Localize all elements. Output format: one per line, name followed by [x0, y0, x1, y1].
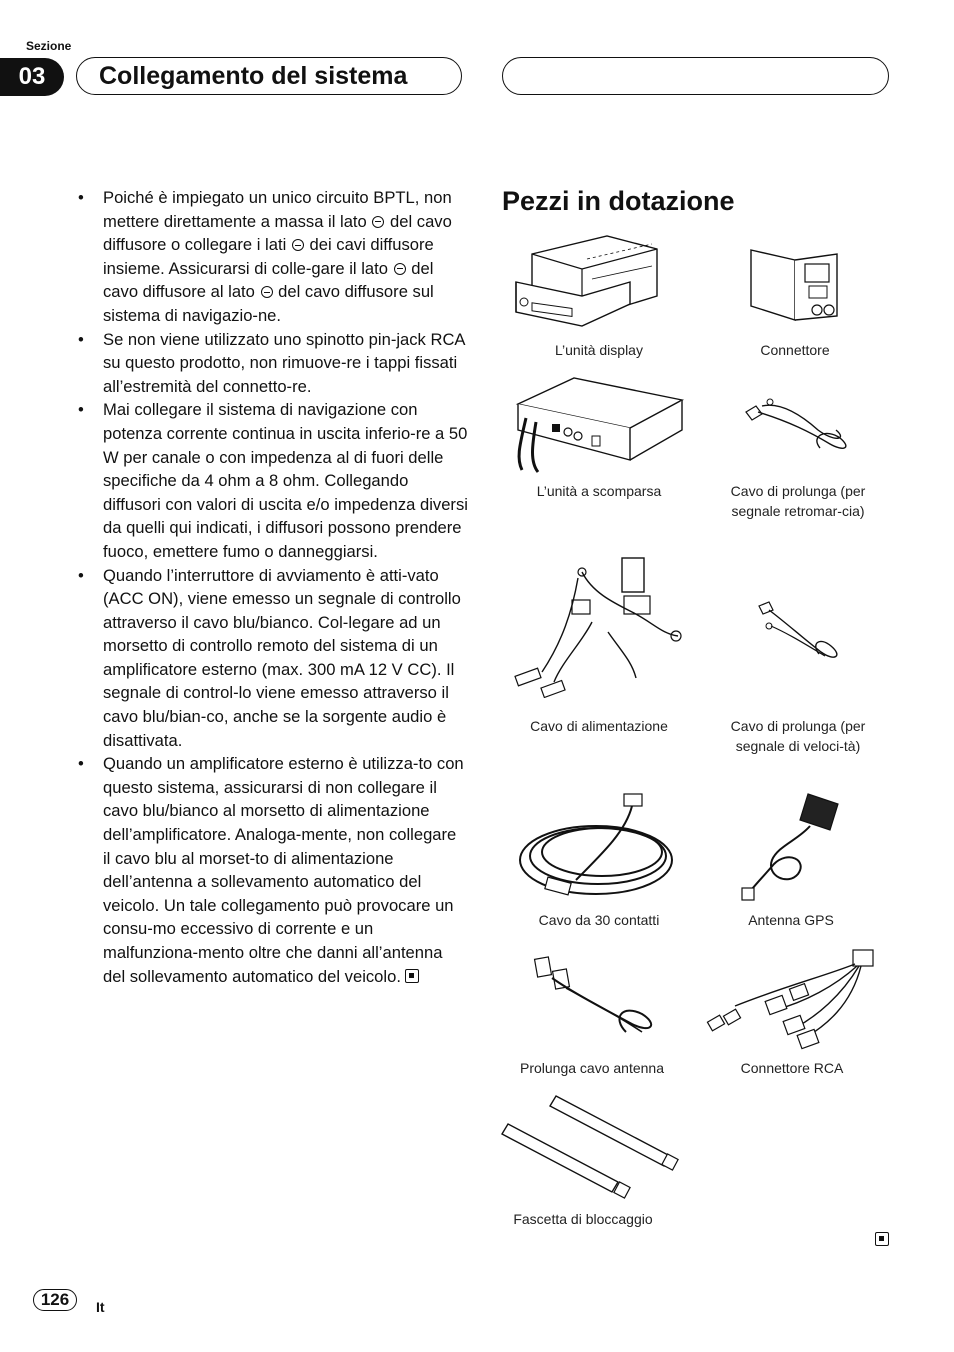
note-text: Mai collegare il sistema di navigazione con potenza corrente continua in uscita inferio-re a 50 W per canale o con impedenza al di fuori delle specifiche da 4 ohm a 8 ohm. Collegando diffusori con valori di uscita e/o impedenza diversi da quelli qui indicati, i diffusori possono prendere fuoco, emettere fumo o danneggiarsi.: [103, 400, 468, 561]
note-external-amp: [78, 752, 468, 988]
connector-illustration: [745, 244, 845, 330]
note-power-impedance: [78, 398, 468, 563]
section-title: [76, 57, 462, 95]
caption-gps-antenna: Antenna GPS: [748, 912, 834, 928]
language-code: It: [96, 1299, 105, 1315]
note-text: Quando l’interruttore di avviamento è atti-vato (ACC ON), viene emesso un segnale di controllo attraverso il cavo blu/bianco. Col-legare ad un morsetto di controllo remoto del sistema di un amplificatore esterno (max. 300 mA 12 V CC). Il segnale di control-lo viene emesso attraverso il cavo blu/bian-co, anche se la sorgente audio è disattivata.: [103, 565, 461, 750]
caption-extension-speed: Cavo di prolunga (per segnale di veloci-tà): [730, 718, 866, 754]
note-text: Se non viene utilizzato uno spinotto pin-jack RCA su questo prodotto, non rimuove-re i tappi fissati all’estremità del connetto-re.: [103, 329, 465, 396]
extension-reverse-cable-illustration: [740, 392, 856, 462]
note-text: Poiché è impiegato un unico circuito BPTL, non mettere direttamente a massa il lato: [103, 188, 452, 231]
display-unit-illustration: [512, 234, 662, 334]
page-number: 126: [33, 1289, 77, 1311]
note-bptl: [78, 186, 468, 328]
caption-display-unit: L’unità display: [555, 342, 643, 358]
clamp-illustration: [500, 1090, 682, 1204]
end-mark-icon: [405, 969, 419, 983]
note-text: del cavo diffusore sul sistema di navigazio-ne.: [103, 282, 434, 325]
notes-list: [78, 186, 468, 988]
caption-hideaway-unit: L’unità a scomparsa: [536, 483, 662, 499]
note-text: del cavo diffusore o collegare i lati: [103, 211, 452, 255]
section-label: Sezione: [26, 39, 72, 53]
minus-terminal-icon: [261, 286, 273, 298]
caption-rca-connector: Connettore RCA: [740, 1060, 844, 1076]
extension-speed-cable-illustration: [755, 598, 845, 668]
section-title-text: Collegamento del sistema: [99, 61, 408, 90]
caption-power-cable: Cavo di alimentazione: [530, 718, 668, 734]
cable-30pin-illustration: [516, 790, 680, 904]
minus-terminal-icon: [372, 216, 384, 228]
caption-antenna-extension: Prolunga cavo antenna: [520, 1060, 664, 1076]
caption-connector: Connettore: [760, 342, 830, 358]
section-number-badge: 03: [0, 58, 64, 96]
minus-terminal-icon: [292, 239, 304, 251]
power-cable-illustration: [512, 552, 690, 698]
caption-cable-30pin: Cavo da 30 contatti: [538, 912, 660, 928]
hideaway-unit-illustration: [512, 374, 686, 478]
antenna-extension-illustration: [522, 952, 662, 1048]
minus-terminal-icon: [394, 263, 406, 275]
note-rca-caps: [78, 328, 468, 399]
gps-antenna-illustration: [738, 790, 844, 904]
rca-connector-illustration: [705, 946, 879, 1050]
note-text: del cavo diffusore al lato: [103, 258, 434, 302]
note-text: Quando un amplificatore esterno è utilizza-to con questo sistema, assicurarsi di non collegare il cavo blu/bianco al morsetto di alimentazione dell’amplificatore. Analoga-mente, non collegare il cavo blu al morset-to di alimentazione dell’antenna a sollevamento automatico del veicolo. Un tale collegamento può provocare un consu-mo eccessivo di corrente e un malfunziona-mento oltre che danni all’antenna del sollevamento automatico del veicolo.: [103, 754, 464, 986]
caption-clamp: Fascetta di bloccaggio: [513, 1211, 653, 1227]
note-text: dei cavi diffusore insieme. Assicurarsi di colle-gare il lato: [103, 235, 434, 278]
note-acc-on: [78, 564, 468, 753]
header-blank-box: [502, 57, 889, 95]
end-mark-icon: [875, 1232, 889, 1246]
supplied-parts-heading: Pezzi in dotazione: [502, 186, 735, 216]
caption-extension-reverse: Cavo di prolunga (per segnale retromar-cia): [730, 483, 866, 519]
